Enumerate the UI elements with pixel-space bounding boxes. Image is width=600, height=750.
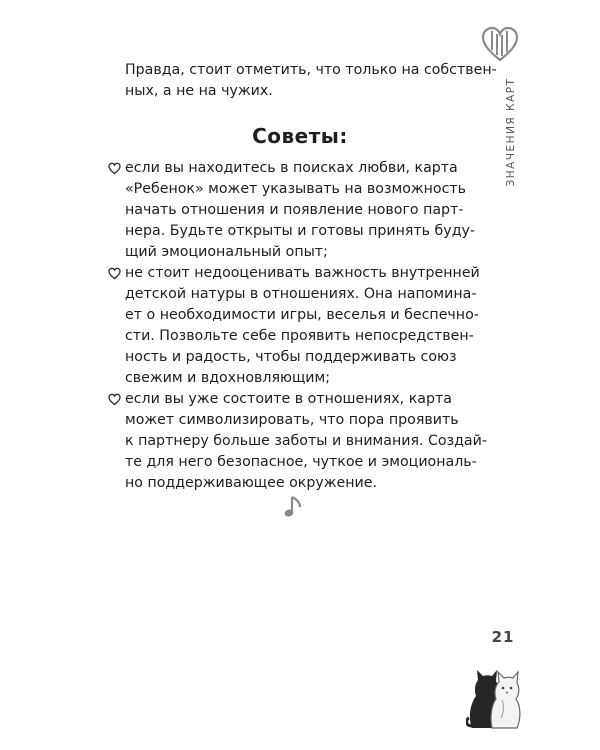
tip-item xyxy=(125,389,487,494)
tip-line: «Ребенок» может указывать на возможность xyxy=(125,181,467,197)
tip-line: может символизировать, что пора проявить xyxy=(125,412,459,428)
tip-line: начать отношения и появление нового парт- xyxy=(125,202,464,218)
section-heading: Советы: xyxy=(252,124,348,148)
tip-line: те для него безопасное, чуткое и эмоциональ- xyxy=(125,454,477,470)
tip-line: если вы находитесь в поисках любви, карта xyxy=(125,160,458,176)
intro-line: Правда, стоит отметить, что только на собствен- xyxy=(125,62,497,78)
music-note-icon xyxy=(283,494,305,520)
tip-line: щий эмоциональный опыт; xyxy=(125,244,328,260)
tip-item xyxy=(125,263,480,389)
tip-line: ет о необходимости игры, веселья и беспечно- xyxy=(125,307,479,323)
tip-line: не стоит недооценивать важность внутренней xyxy=(125,265,480,281)
heart-outline-icon xyxy=(108,162,121,175)
intro-paragraph xyxy=(125,60,497,102)
tip-item xyxy=(125,158,476,263)
tip-line: ность и радость, чтобы поддерживать союз xyxy=(125,349,457,365)
tip-line: нера. Будьте открыты и готовы принять буду- xyxy=(125,223,476,239)
intro-line: ных, а не на чужих. xyxy=(125,83,273,99)
tips-list xyxy=(125,158,487,494)
heart-outline-icon xyxy=(108,393,121,406)
page-number: 21 xyxy=(491,628,515,646)
tip-line: сти. Позвольте себе проявить непосредствен- xyxy=(125,328,474,344)
tip-line: свежим и вдохновляющим; xyxy=(125,370,331,386)
tip-line: если вы уже состоите в отношениях, карта xyxy=(125,391,452,407)
tip-line: детской натуры в отношениях. Она напомина- xyxy=(125,286,477,302)
two-cats-illustration xyxy=(466,660,524,730)
tip-line: но поддерживающее окружение. xyxy=(125,475,378,491)
running-head-text: ЗНАЧЕНИЯ КАРТ xyxy=(505,77,517,187)
striped-heart-icon xyxy=(480,26,520,64)
tip-line: к партнеру больше заботы и внимания. Создай- xyxy=(125,433,487,449)
heart-outline-icon xyxy=(108,267,121,280)
